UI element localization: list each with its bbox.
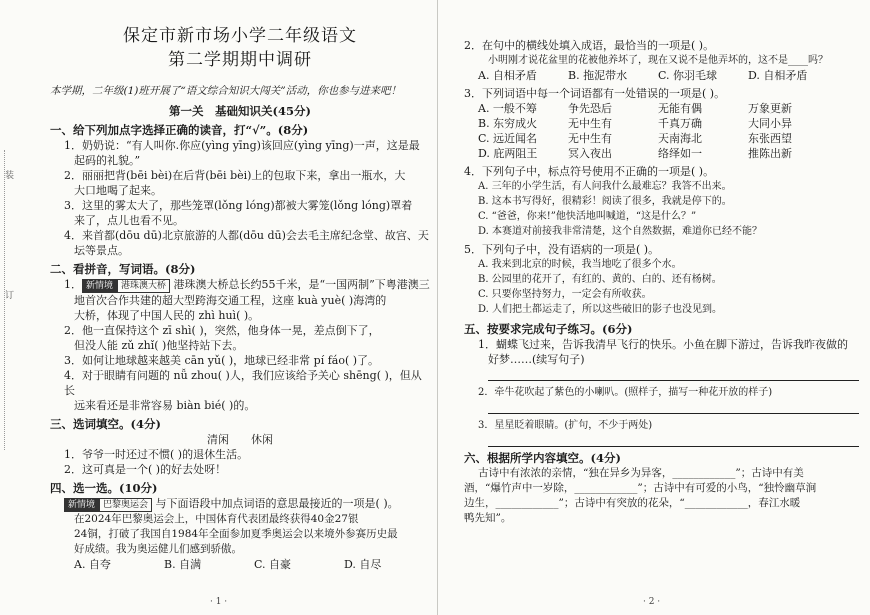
word-cell: 万象更新 [748,102,792,115]
question-line: 港珠澳大桥总长约55千米，是“一国两制”下粤港澳三 [173,278,430,291]
question-text: 但没人能 zǔ zhǐ( )他坚持站下去。 [74,339,244,352]
left-content [50,84,430,572]
question-text: 3．这里的雾太大了，那些笼罩(lǒng lóng)都被大雾笼(lǒng lóng)罩着 [64,199,413,212]
option: B. 拖泥带水 [568,69,628,82]
option: D. 本赛道对前接我非常清楚，这个自然数据，难道你已经不能？ [478,226,763,237]
question-text: 好梦……(续写句子) [488,353,585,366]
word-cell: 东张西望 [748,132,792,145]
word-cell: 推陈出新 [748,147,792,160]
question-text: 1．奶奶说：“有人叫你.你应(yìng yīng)该回应(yìng yīng)一声，这是最 [64,139,420,152]
question-text: 4．来首都(dōu dū)北京旅游的人都(dōu dū)会去毛主席纪念堂、故宫、天 [64,229,429,242]
word-cell: 天南海北 [658,132,702,145]
answer-line[interactable] [488,403,859,414]
option: B. 自满 [164,558,202,571]
bridge-tag: 港珠澳大桥 [117,279,170,293]
question-text: 3．星星眨着眼睛。(扩句，不少于两处) [478,420,653,431]
section-6-heading: 六、根据所学内容填空。(4分) [464,451,621,465]
option: C. “爸爸，你来!”他快活地叫喊道，“这是什么？” [478,211,697,222]
question-sentence: 小明刚才说花盆里的花被他养坏了，现在又说不是他弄坏的，这不是____吗？ [488,55,828,66]
word-cell: 千真万确 [658,117,702,130]
right-content [464,38,859,526]
question-text: 4．对于眼睛有问题的 nǚ zhou( )人，我们应该给予关心 shēng( )，但从长 [64,369,422,397]
word-row [464,116,859,131]
question-text: 地首次合作共建的超大型跨海交通工程，这座 kuà yuè( )海湾的 [74,294,387,307]
question-text: 1． 新情境 港珠澳大桥 港珠澳大桥总长约55千米，是“一国两制”下粤港澳三 [64,278,430,291]
passage-line: 好成绩。我为奥运健儿们感到骄傲。 [74,543,242,555]
word-cell: 无中生有 [568,117,612,130]
binding-char: 订 [3,290,13,299]
option: A. 自夸 [74,558,111,571]
word-cell: 络绎如一 [658,147,702,160]
word-row [464,101,859,116]
word-cell: C. 远近闻名 [478,132,538,145]
section-4-heading: 四、选一选。(10分) [50,481,158,495]
question-text: 5．下列句子中，没有语病的一项是( )。 [464,243,660,256]
answer-line[interactable] [488,436,859,447]
question-text: 2．牵牛花吹起了紫色的小喇叭。(照样子，描写一种花开放的样子) [478,387,773,398]
word-row [464,131,859,146]
section-1-heading: 一、给下列加点字选择正确的读音，打“√”。(8分) [50,123,309,137]
fill-text: 边生，____________”；古诗中有突放的花朵，“____________，春江水暖 [464,497,801,509]
word-cell: B. 东穷成火 [478,117,538,130]
binding-char: 装 [3,170,13,179]
fill-text: 酒，“爆竹声中一岁除，____________”；古诗中有可爱的小鸟，“独怜幽草涧 [464,482,817,494]
options-row [464,68,859,83]
fill-text: 古诗中有浓浓的亲情，“独在异乡为异客，____________”；古诗中有美 [478,467,804,479]
answer-line[interactable] [488,370,859,381]
options-row [50,557,430,572]
option: A. 三年的小学生活，有人问我什么最难忘？我答不出来。 [478,181,732,192]
option: A. 我来到北京的时候，我当地吃了很多个水。 [478,259,682,270]
new-context-tag: 新情境 [82,279,117,293]
word-cell: 大同小异 [748,117,792,130]
option: D. 自尽 [344,558,382,571]
option: A. 自相矛盾 [478,69,537,82]
question-text: 2．这可真是一个( )的好去处呀！ [64,463,227,476]
option: C. 你羽毛球 [658,69,718,82]
word-cell: 争先恐后 [568,102,612,115]
word-row [464,146,859,161]
question-text: 2．在句中的横线处填入成语，最恰当的一项是( )。 [464,39,715,52]
section-2-heading: 二、看拼音，写词语。(8分) [50,262,196,276]
question-text: 1．爷爷一时还过不惯( )的退休生活。 [64,448,249,461]
question-text: 3．下列词语中每一个词语都有一处错误的一项是( )。 [464,87,726,100]
new-context-tag: 新情境 [64,498,99,512]
question-text: 大口地喝了起来。 [74,184,162,197]
question-text: 4．下列句子中，标点符号使用不正确的一项是( )。 [464,165,715,178]
option: C. 只要你坚持努力，一定会有所收获。 [478,289,652,300]
binding-line [4,150,19,450]
right-page [438,0,870,615]
question-text [50,496,430,512]
word-cell: 无中生有 [568,132,612,145]
passage-line: 24铜，打破了我国自1984年全面参加夏季奥运会以来境外参赛历史最 [74,528,398,540]
page-number: · 2 · [643,597,661,607]
level-heading: 第一关 基础知识关(45分) [169,104,311,118]
exam-subtitle: 第二学期期中调研 [168,50,312,70]
word-cell: A. 一般不筹 [478,102,537,115]
option: C. 自豪 [254,558,292,571]
question-text: 1．蝴蝶飞过来，告诉我清早飞行的快乐。小鱼在脚下游过，告诉我昨夜做的 [478,338,848,351]
question-text: 2．丽丽把背(bēi bèi)在后背(bēi bèi)上的包取下来，拿出一瓶水，大 [64,169,406,182]
section-5-heading: 五、按要求完成句子练习。(6分) [464,322,633,336]
question-text: 3．如何让地球越来越美 cān yǔ( )，地球已经非常 pí fáo( )了。 [64,354,380,367]
question-text: 来了，点儿也看不见。 [74,214,184,227]
word-cell: 无能有偶 [658,102,702,115]
option: D. 人们把土都运走了，所以这些破旧的影子也没见到。 [478,304,723,315]
olympics-tag: 巴黎奥运会 [99,498,152,512]
question-text: 远来看还是非常容易 biàn bié( )的。 [74,399,256,412]
question-text: 坛等景点。 [74,244,129,257]
intro-text: 本学期，二年级(1)班开展了“语文综合知识大闯关”活动，你也参与进来吧！ [50,85,402,97]
question-line: 与下面语段中加点词语的意思最接近的一项是( )。 [155,497,399,510]
passage-line: 在2024年巴黎奥运会上，中国体育代表团最终获得40金27银 [74,513,359,525]
word-choices: 清闲 休闲 [207,433,273,446]
fill-text: 鸭先知”。 [464,512,512,524]
exam-title: 保定市新市场小学二年级语文 [123,26,357,46]
left-column [60,24,420,72]
option: B. 这本书写得好，很精彩！阅读了很多，我就是停下的。 [478,196,732,207]
page-number: · 1 · [210,597,228,607]
question-text: 大桥，体现了中国人民的 zhì huì( )。 [74,309,260,322]
word-cell: 冥入夜出 [568,147,612,160]
question-text: 起码的礼貌。” [74,154,141,167]
section-3-heading: 三、选词填空。(4分) [50,417,161,431]
word-cell: D. 庇两阻王 [478,147,538,160]
option: D. 自相矛盾 [748,69,808,82]
option: B. 公园里的花开了，有红的、黄的、白的、还有杨树。 [478,274,722,285]
question-text: 2．他一直保持这个 zī shì( )，突然，他身体一晃，差点倒下了， [64,324,380,337]
